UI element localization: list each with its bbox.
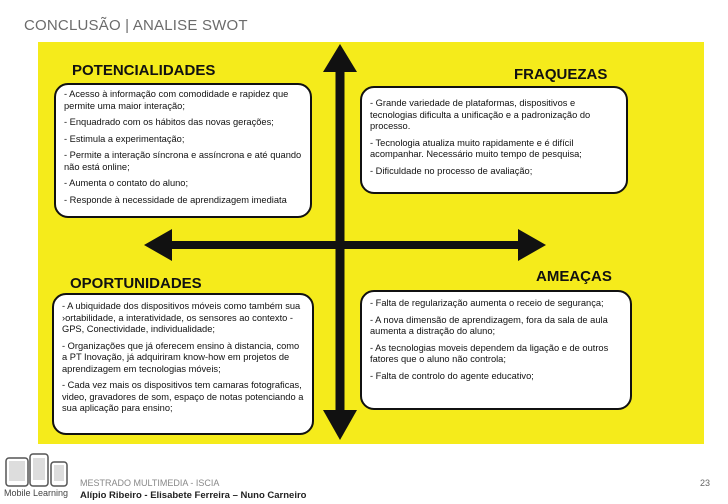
heading-potencialidades: POTENCIALIDADES — [72, 62, 216, 79]
footer-authors: Alípio Ribeiro - Elisabete Ferreira – Nuno Carneiro — [80, 490, 307, 501]
list-item: - Falta de regularização aumenta o receio de segurança; — [370, 298, 604, 308]
arrow-right-icon — [518, 229, 546, 261]
slide-title: CONCLUSÃO | ANALISE SWOT — [24, 17, 248, 34]
list-item: - Permite a interação síncrona e assíncrona e até quando não está online; — [64, 150, 302, 172]
list-item: - Aumenta o contato do aluno; — [64, 178, 189, 188]
page-number: 23 — [699, 478, 710, 488]
list-item: - Tecnologia atualiza muito rapidamente e é difícil acompanhar. Necessário muito tempo de pesquisa; — [370, 137, 582, 159]
list-item: - Enquadrado com os hábitos das novas gerações; — [64, 117, 274, 127]
list-item: - As tecnologias moveis dependem da ligação e de outros fatores que o aluno não controla; — [370, 342, 609, 364]
list-item: - Estimula a experimentação; — [64, 133, 185, 144]
arrow-up-icon — [323, 44, 357, 72]
box-potencialidades — [54, 83, 312, 218]
arrow-down-icon — [323, 410, 357, 440]
box-oportunidades — [52, 293, 314, 435]
list-item: - Falta de controlo do agente educativo; — [370, 370, 534, 381]
heading-oportunidades: OPORTUNIDADES — [70, 275, 202, 292]
list-item: - A ubiquidade dos dispositivos móveis como também sua ›ortabilidade, a interatividade, os sensores ao contexto - GPS, Conectividade, individualidade; — [62, 301, 301, 334]
list-item: - Acesso à informação com comodidade e rapidez que permite uma maior interação; — [64, 89, 289, 111]
list-item: - A nova dimensão de aprendizagem, fora da sala de aula aumenta a distração do aluno; — [370, 314, 608, 336]
heading-fraquezas: FRAQUEZAS — [514, 66, 608, 83]
arrow-left-icon — [144, 229, 172, 261]
logo-label: Mobile Learning — [4, 488, 69, 498]
box-fraquezas — [360, 86, 628, 194]
list-item: - Cada vez mais os dispositivos tem camaras fotograficas, video, gravadores de som, espaço de notas potenciando a sua aplicação para ensino; — [62, 380, 304, 413]
footer-program: MESTRADO MULTIMEDIA - ISCIA — [80, 478, 220, 488]
box-ameacas — [360, 290, 632, 410]
list-item: - Organizações que já oferecem ensino à distancia, como a PT Inovação, já adquiriram know-how em projetos de aprendizagem em tecnologias móveis; — [62, 340, 300, 374]
list-item: - Grande variedade de plataformas, dispositivos e tecnologias dificulta a unificação e a padronização do processo. — [370, 98, 591, 131]
list-item: - Dificuldade no processo de avaliação; — [370, 165, 533, 176]
heading-ameacas: AMEAÇAS — [536, 268, 612, 285]
list-item: - Responde à necessidade de aprendizagem imediata — [64, 194, 287, 205]
mobile-devices-icon — [4, 452, 70, 490]
